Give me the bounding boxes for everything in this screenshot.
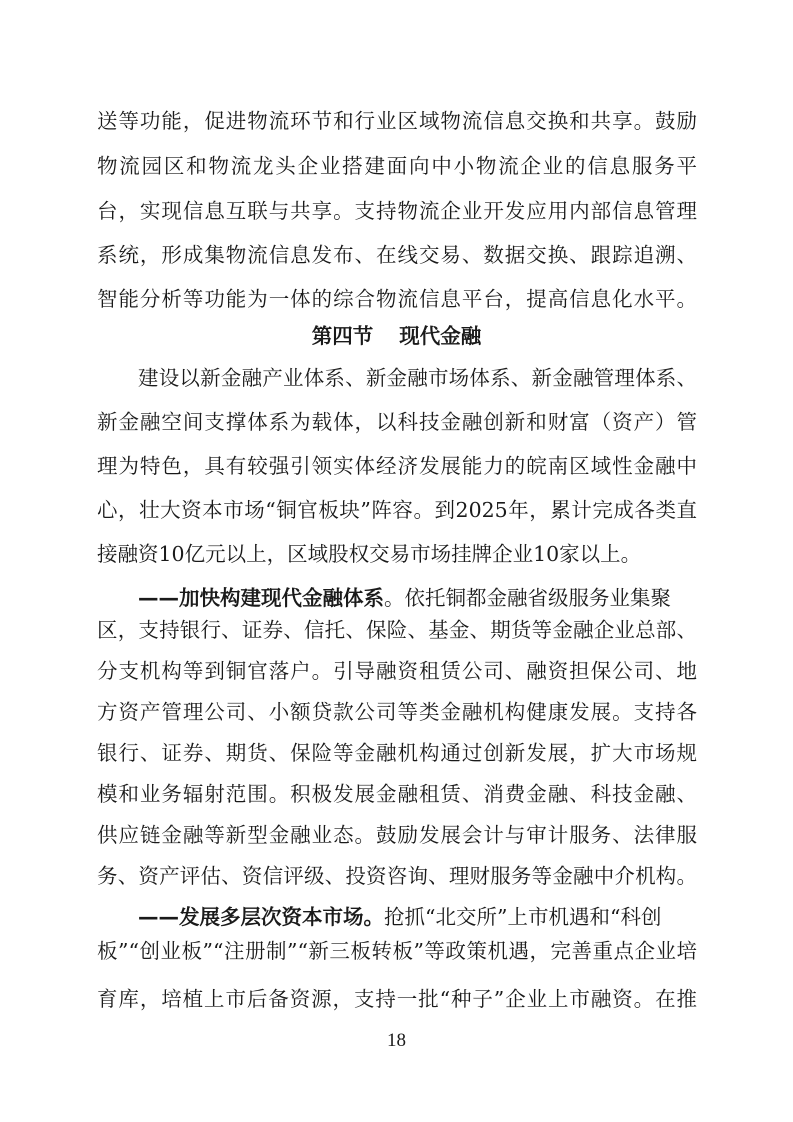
paragraph-line: 台，实现信息互联与共享。支持物流企业开发应用内部信息管理 xyxy=(97,200,697,223)
paragraph-line: 系统，形成集物流信息发布、在线交易、数据交换、跟踪追溯、 xyxy=(97,244,697,267)
bold-lead: ——发展多层次资本市场。 xyxy=(138,906,384,929)
bold-lead: ——加快构建现代金融体系 xyxy=(138,587,384,610)
paragraph-line: 方资产管理公司、小额贷款公司等类金融机构健康发展。支持各 xyxy=(97,701,697,724)
paragraph-line: 送等功能，促进物流环节和行业区域物流信息交换和共享。鼓励 xyxy=(97,110,697,133)
paragraph-line: 理为特色，具有较强引领实体经济发展能力的皖南区域性金融中 xyxy=(97,455,697,478)
section-heading xyxy=(0,325,793,349)
paragraph-line: 建设以新金融产业体系、新金融市场体系、新金融管理体系、 xyxy=(138,367,697,390)
paragraph-line: 务、资产评估、资信评级、投资咨询、理财服务等金融中介机构。 xyxy=(97,865,697,888)
paragraph-line: 区，支持银行、证券、信托、保险、基金、期货等金融企业总部、 xyxy=(97,619,697,642)
paragraph-line: 育库，培植上市后备资源，支持一批“种子”企业上市融资。在推 xyxy=(97,988,697,1011)
page-number: 18 xyxy=(387,1030,406,1051)
paragraph-line: 供应链金融等新型金融业态。鼓励发展会计与审计服务、法律服 xyxy=(97,824,697,847)
section-number: 第四节 xyxy=(311,324,374,348)
paragraph-line: 接融资10亿元以上，区域股权交易市场挂牌企业10家以上。 xyxy=(97,543,642,566)
paragraph-line: 物流园区和物流龙头企业搭建面向中小物流企业的信息服务平 xyxy=(97,155,697,178)
paragraph-line: 银行、证券、期货、保险等金融机构通过创新发展，扩大市场规 xyxy=(97,742,697,765)
paragraph-line: 新金融空间支撑体系为载体，以科技金融创新和财富（资产）管 xyxy=(97,411,697,434)
paragraph-line: 心，壮大资本市场“铜官板块”阵容。到2025年，累计完成各类直 xyxy=(97,499,697,522)
paragraph-line: 分支机构等到铜官落户。引导融资租赁公司、融资担保公司、地 xyxy=(97,660,697,683)
section-title: 现代金融 xyxy=(399,324,482,348)
paragraph-line: 智能分析等功能为一体的综合物流信息平台，提高信息化水平。 xyxy=(97,288,697,311)
paragraph-line: ——发展多层次资本市场。抢抓“北交所”上市机遇和“科创 xyxy=(138,906,662,929)
paragraph-line: 模和业务辐射范围。积极发展金融租赁、消费金融、科技金融、 xyxy=(97,783,697,806)
paragraph-line: ——加快构建现代金融体系。依托铜都金融省级服务业集聚 xyxy=(138,587,671,610)
paragraph-line: 板”“创业板”“注册制”“新三板转板”等政策机遇，完善重点企业培 xyxy=(97,940,697,963)
